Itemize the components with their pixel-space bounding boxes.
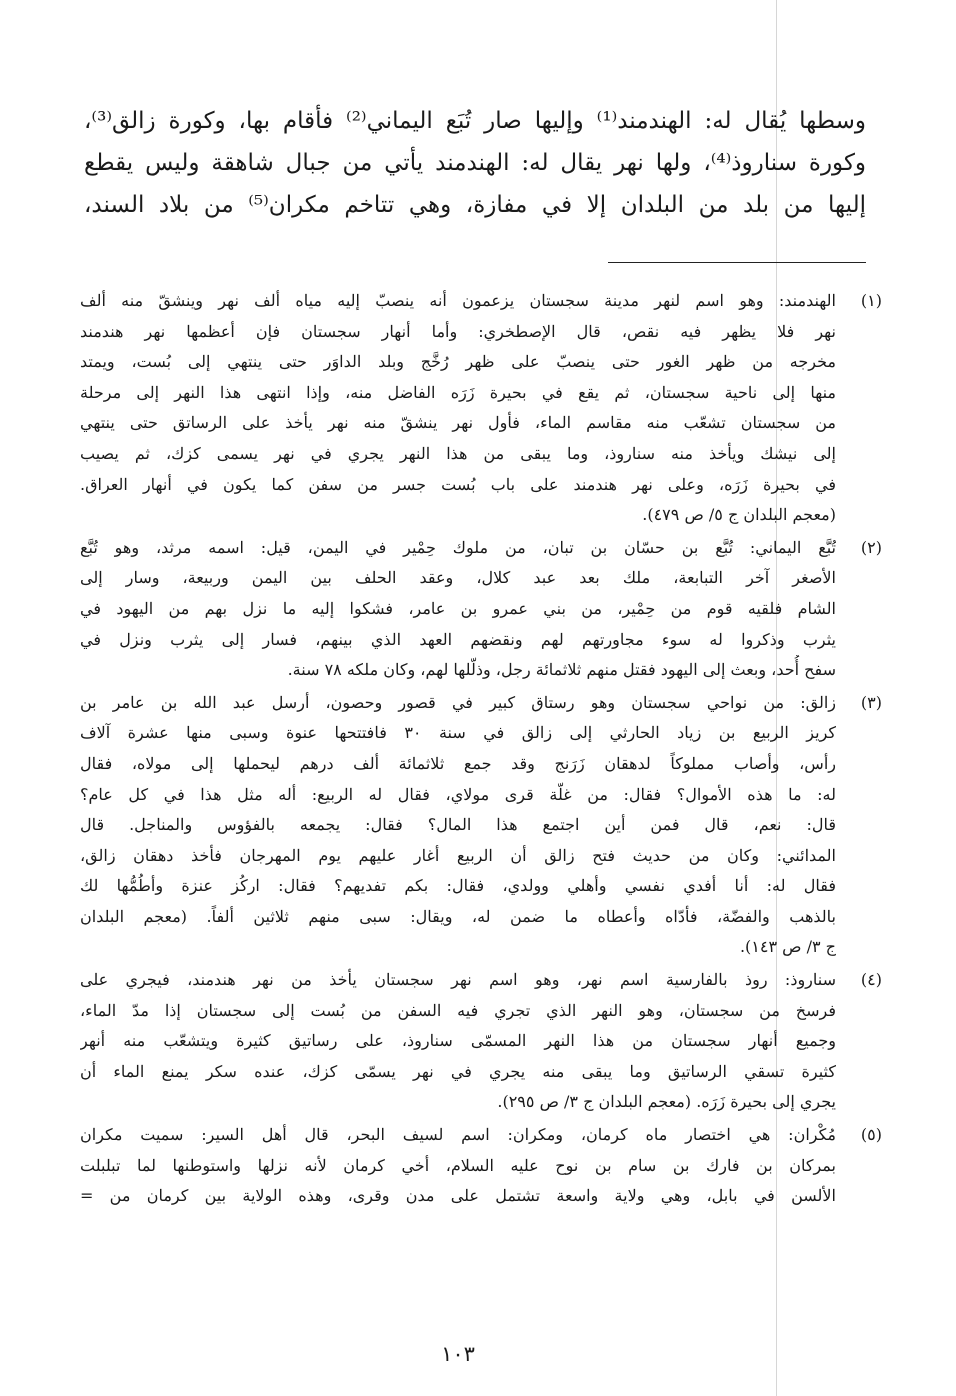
- footnote-line: إلى نيشك ويأخذ منه سناروذ، وما يبقى من هذا النهر يجري في نهر يسمى كزك، ثم يصيب: [80, 443, 836, 463]
- footnote-line: سفح أُحد، وبعث إلى اليهود فقتل منهم ثلاثمائة رجل، وذلّلها لهم، وكان ملكه ٧٨ سنة.: [287, 660, 836, 680]
- footnote-line: منها إلى ناحية سجستان، ثم يقع في بحيرة زَرَه الفاضل منه، وإذا انتهى هذا النهر إلى مرحلة: [80, 382, 836, 402]
- footnote-line: كثيرة تسقي الرساتيق وما يبقى منه يجري في نهر يسمّى كزك، عنده سكر يمنع الماء أن: [80, 1061, 836, 1081]
- footnote-5: [80, 1120, 882, 1212]
- footnote-number: (١): [860, 291, 882, 310]
- footnotes-section: [80, 286, 882, 1214]
- footnote-1: [80, 286, 882, 531]
- footnote-number: (٢): [860, 537, 882, 557]
- footnote-line: وجميع أنهار سجستان من هذا النهر المسمّى سناروذ، على رساتيق كثيرة ويتشعّب منه أنهر: [80, 1031, 836, 1051]
- footnote-line: قال: نعم، قال فمن أين اجتمع هذا المال؟ فقال: يجمعه بالفؤوس والمناجل. قال: [80, 815, 836, 835]
- main-text-line: وسطها يُقال له: الهندمند⁽¹⁾ وإليها صار تُبَع اليماني⁽²⁾ فأقام بها، وكورة زالق⁽³⁾،: [84, 108, 866, 134]
- main-text-body: [84, 100, 866, 226]
- footnote-line: بمركان بن فارك بن سام بن نوح عليه السلام، أخي كرمان لأنه نزلها واستوطنها لما تبلبلت: [80, 1155, 836, 1175]
- footnote-line: في بحيرة زَرَه، وعلى نهر هندمند على باب بُست جسر من سفن كما يكون في أنهار العراق.: [80, 474, 836, 494]
- main-text-line: وكورة سناروذ⁽⁴⁾، ولها نهر يقال له: الهندمند يأتي من جبال شاهقة وليس يقطع: [84, 150, 866, 176]
- footnote-line: فرسخ من سجستان، وهو النهر الذي تجري فيه السفن من بُست إلى سجستان إذا مدّ الماء،: [80, 1000, 836, 1020]
- footnote-line: الشام فلقيه قوم من حِمْير، من بني عمرو بن عامر، فشكوا إليه ما نزل بهم من اليهود في: [80, 598, 836, 618]
- footnote-divider: [608, 262, 866, 263]
- footnote-line: الهندمند: وهو اسم لنهر مدينة سجستان يزعمون أنه ينصبّ إليه مياه ألف نهر وينشقّ منه ألف: [80, 291, 836, 310]
- footnote-4: [80, 965, 882, 1118]
- footnote-line: له: ما هذه الأموال؟ فقال: من غلّة قرى مولاي، فقال له الربيع: أله مثل هذا في كل عام؟: [80, 784, 836, 804]
- footnote-line: (معجم البلدان ج ٥/ ص ٤٧٩).: [642, 505, 836, 525]
- page-number: ١٠٣: [441, 1342, 475, 1366]
- footnote-line: تُبَّع اليماني: تُبَّع بن حسّان بن تبان، من ملوك حِمْير في اليمن، قيل: اسمه مرثد، وهو تُبَّع: [80, 537, 836, 557]
- footnote-line: رأس، وأصاب مملوكاً لدهقان زَرَنج وقد جمع ثلاثمائة ألف درهم ليحملها إلى مولاه، فقال: [80, 753, 836, 773]
- footnote-2: [80, 533, 882, 686]
- footnote-line: من سجستان تشعّب منه مقاسم الماء، فأول نهر ينشقّ منه نهر يأخذ على الرساتق حتى ينتهي: [80, 413, 836, 433]
- main-text-line: إليها من بلد من البلدان إلا في مفازة، وهي تتاخم مكران⁽⁵⁾ من بلاد السند،: [84, 192, 866, 218]
- footnote-number: (٣): [860, 692, 882, 712]
- footnote-line: فقال له: أنا أفدي نفسي وأهلي وولدي، فقال: بكم تفديهم؟ فقال: اركُز عنزة وأطُمُّها لك: [80, 876, 836, 896]
- footnote-line: الأصغر آخر التبابعة، ملك بعد عبد كلال، وعقد الحلف بين اليمن وربيعة، وسار إلى: [80, 568, 836, 588]
- footnote-line: زالق: من نواحي سجستان وهو رستاق كبير في قصور وحصون، أرسل عبد الله بن عامر بن: [80, 692, 836, 712]
- footnote-line: مُكْران: هي اختصار ماه كرمان، ومكران: اسم لسيف البحر، قال أهل السير: سميت مكران: [80, 1125, 836, 1145]
- footnote-line: يجري إلى بحيرة زَرَه. (معجم البلدان ج ٣/ ص ٢٩٥).: [497, 1092, 836, 1112]
- footnote-line: كريز الربيع بن زياد الحارثي إلى زالق في سنة ٣٠ فافتتحها عنوة وسبى منها عشرة آلاف: [80, 723, 836, 743]
- footnote-line: يثرب وذكروا له سوء مجاورتهم لهم ونقضهم العهد الذي بينهم، فسار إلى يثرب ونزل في: [80, 629, 836, 649]
- footnote-line: نهر فلا يظهر فيه نقص، قال الإصطخري: وأما أنهار سجستان فإن أعظمها نهر هندمند: [80, 321, 836, 341]
- footnote-3: [80, 688, 882, 963]
- footnote-number: (٤): [860, 970, 882, 990]
- footnote-line: مخرجه من ظهر الغور حتى ينصبّ على ظهر رُخَّج وبلد الداوَر حتى ينتهي إلى بُست، ويمتد: [80, 352, 836, 372]
- footnote-line: المدائني: وكان من حديث فتح زالق أن الربيع أغار عليهم يوم المهرجان فأخذ دهقان زالق،: [80, 845, 836, 865]
- footnote-line: الألسن في بابل، وهي ولاية واسعة تشتمل على مدن وقرى، وهذه الولاية بين كرمان من =: [80, 1186, 836, 1206]
- footnote-line: بالذهب والفضّة، فأدّاه وأعطاه ما ضمن له، ويقال: سبى منهم ثلاثين ألفاً. (معجم البلدان: [80, 906, 836, 926]
- footnote-line: سناروذ: روذ بالفارسية اسم نهر، وهو اسم نهر سجستان يأخذ من نهر هندمند، فيجري على: [80, 970, 836, 990]
- footnote-number: (٥): [860, 1125, 882, 1145]
- footnote-line: ج ٣/ ص ١٤٣).: [739, 937, 836, 957]
